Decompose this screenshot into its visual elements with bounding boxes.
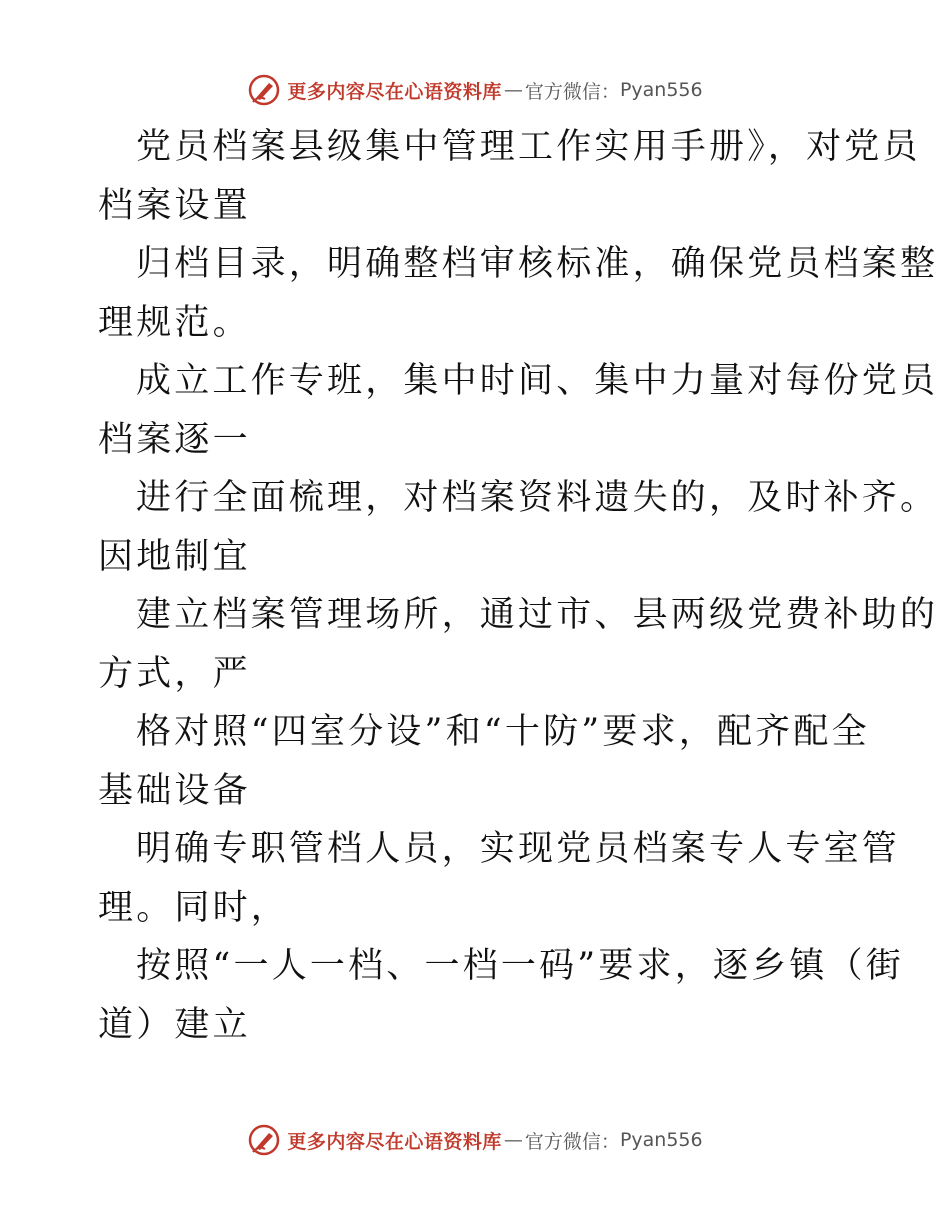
- watermark-wechat-id: Pyan556: [619, 1129, 703, 1151]
- pen-logo-icon: [247, 1123, 281, 1157]
- text-line: 道）建立: [98, 1004, 251, 1045]
- watermark-separator: —: [503, 1129, 523, 1151]
- text-line: 归档目录，明确整档审核标准，确保党员档案整: [136, 244, 939, 284]
- text-line: 理规范。: [98, 302, 251, 343]
- text-line: 档案设置: [98, 185, 251, 226]
- text-line: 进行全面梳理，对档案资料遗失的，及时补齐。: [136, 478, 939, 518]
- text-line: 理。同时，: [98, 887, 290, 928]
- watermark-label: 官方微信：: [524, 1130, 620, 1153]
- text-line: 按照“一人一档、一档一码”要求，逐乡镇（街: [136, 946, 904, 986]
- document-body: [98, 118, 939, 1054]
- watermark-text: 更多内容尽在心语资料库: [287, 1130, 502, 1153]
- text-line: 基础设备: [98, 770, 251, 811]
- text-line: 明确专职管档人员，实现党员档案专人专室管: [136, 829, 901, 869]
- text-line: 党员档案县级集中管理工作实用手册》，对党员: [136, 127, 921, 167]
- watermark-wechat-id: Pyan556: [619, 79, 703, 101]
- text-line: 建立档案管理场所，通过市、县两级党费补助的: [136, 595, 939, 635]
- header-watermark: [0, 70, 950, 110]
- watermark-separator: —: [503, 79, 523, 101]
- text-line: 成立工作专班，集中时间、集中力量对每份党员: [136, 361, 939, 401]
- watermark-label: 官方微信：: [524, 80, 620, 103]
- watermark-text: 更多内容尽在心语资料库: [287, 80, 502, 103]
- pen-logo-icon: [247, 73, 281, 107]
- text-line: 格对照“四室分设”和“十防”要求，配齐配全: [136, 712, 870, 752]
- text-line: 档案逐一: [98, 419, 251, 460]
- text-line: 方式，严: [98, 653, 251, 694]
- text-line: 因地制宜: [98, 536, 251, 577]
- footer-watermark: [0, 1120, 950, 1160]
